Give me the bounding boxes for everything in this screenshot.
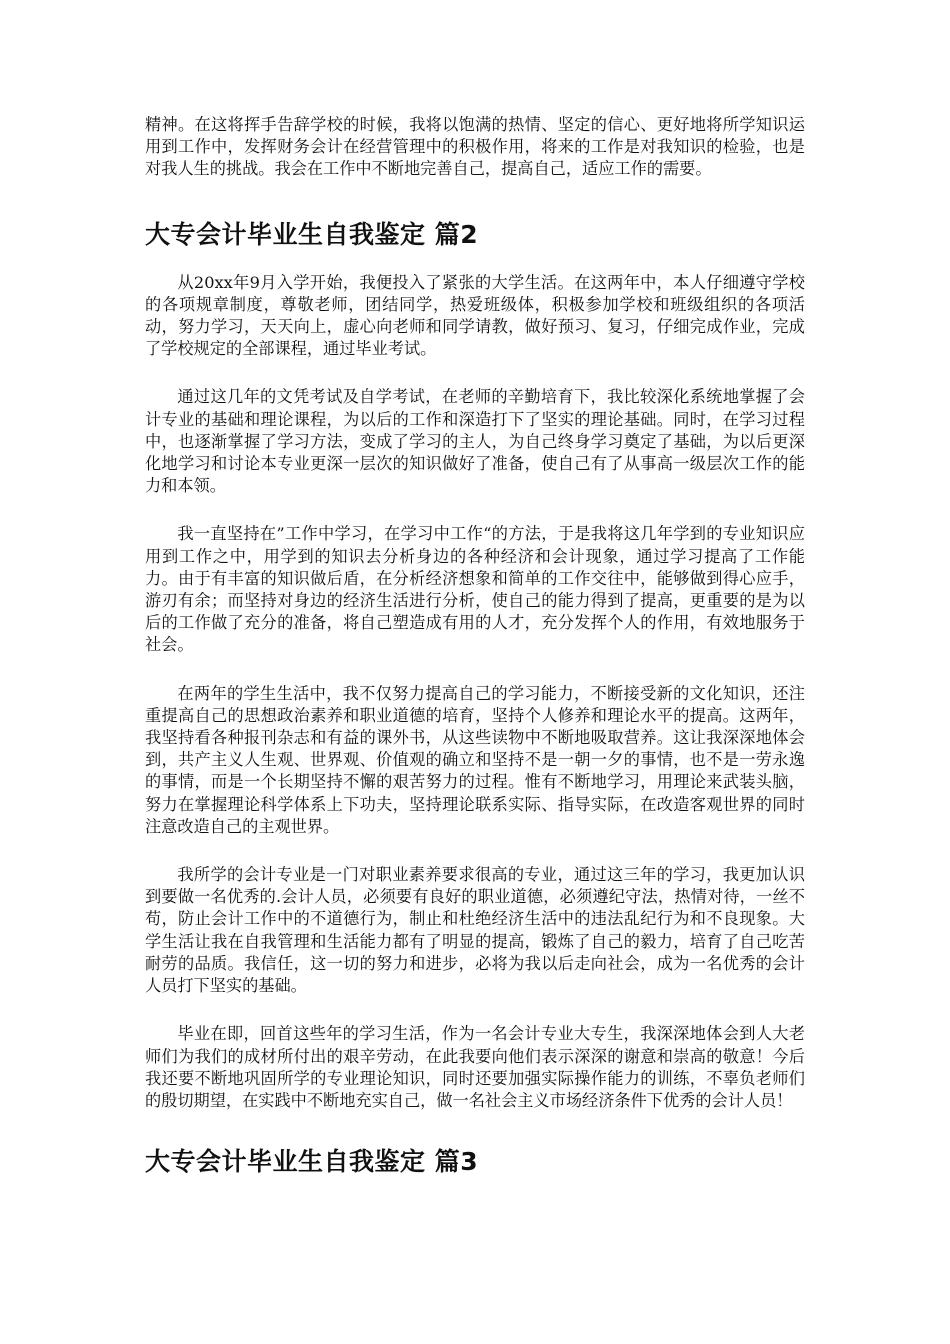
section-2-paragraph-2: 通过这几年的文凭考试及自学考试，在老师的辛勤培育下，我比较深化系统地掌握了会计专业的基础和理论课程，为以后的工作和深造打下了坚实的理论基础。同时，在学习过程中，也逐渐掌握了学习方法，变成了学习的主人，为自己终身学习奠定了基础，为以后更深化地学习和讨论本专业更深一层次的知识做好了准备，使自己有了从事高一级层次工作的能力和本领。 bbox=[145, 387, 805, 496]
document-page bbox=[145, 114, 805, 1178]
section-2-heading: 大专会计毕业生自我鉴定 篇2 bbox=[145, 219, 479, 249]
section-2-paragraph-6: 毕业在即，回首这些年的学习生活，作为一名会计专业大专生，我深深地体会到人大老师们为我们的成材所付出的艰辛劳动，在此我要向他们表示深深的谢意和崇高的敬意！今后我还要不断地巩固所学的专业理论知识，同时还要加强实际操作能力的训练，不辜负老师们的殷切期望，在实践中不断地充实自己，做一名社会主义市场经济条件下优秀的会计人员！ bbox=[145, 1024, 805, 1110]
section-2-paragraph-5: 我所学的会计专业是一门对职业素养要求很高的专业，通过这三年的学习，我更加认识到要做一名优秀的.会计人员，必须要有良好的职业道德，必须遵纪守法，热情对待，一丝不苟，防止会计工作中的不道德行为，制止和杜绝经济生活中的违法乱纪行为和不良现象。大学生活让我在自我管理和生活能力都有了明显的提高，锻炼了自己的毅力，培育了自己吃苦耐劳的品质。我信任，这一切的努力和进步，必将为我以后走向社会，成为一名优秀的会计人员打下坚实的基础。 bbox=[145, 865, 805, 996]
section-2-paragraph-3: 我一直坚持在”工作中学习，在学习中工作“的方法，于是我将这几年学到的专业知识应用到工作之中，用学到的知识去分析身边的各种经济和会计现象，通过学习提高了工作能力。由于有丰富的知识做后盾，在分析经济想象和简单的工作交往中，能够做到得心应手，游刃有余；而坚持对身边的经济生活进行分析，使自己的能力得到了提高，更重要的是为以后的工作做了充分的准备，将自己塑造成有用的人才，充分发挥个人的作用，有效地服务于社会。 bbox=[145, 524, 805, 655]
section-2-paragraph-4: 在两年的学生生活中，我不仅努力提高自己的学习能力，不断接受新的文化知识，还注重提高自己的思想政治素养和职业道德的培育，坚持个人修养和理论水平的提高。这两年，我坚持看各种报刊杂志和有益的课外书，从这些读物中不断地吸取营养。这让我深深地体会到，共产主义人生观、世界观、价值观的确立和坚持不是一朝一夕的事情，也不是一劳永逸的事情，而是一个长期坚持不懈的艰苦努力的过程。惟有不断地学习，用理论来武装头脑，努力在掌握理论科学体系上下功夫，坚持理论联系实际、指导实际，在改造客观世界的同时注意改造自己的主观世界。 bbox=[145, 683, 805, 836]
section-3-heading: 大专会计毕业生自我鉴定 篇3 bbox=[145, 1147, 479, 1177]
section-2-paragraph-1: 从20xx年9月入学开始，我便投入了紧张的大学生活。在这两年中，本人仔细遵守学校的各项规章制度，尊敬老师，团结同学，热爱班级体，积极参加学校和班级组织的各项活动，努力学习，天天向上，虚心向老师和同学请教，做好预习、复习，仔细完成作业，完成了学校规定的全部课程，通过毕业考试。 bbox=[145, 272, 805, 359]
intro-paragraph: 精神。在这将挥手告辞学校的时候，我将以饱满的热情、坚定的信心、更好地将所学知识运用到工作中，发挥财务会计在经营管理中的积极作用，将来的工作是对我知识的检验，也是对我人生的挑战。我会在工作中不断地完善自己，提高自己，适应工作的需要。 bbox=[145, 115, 805, 179]
